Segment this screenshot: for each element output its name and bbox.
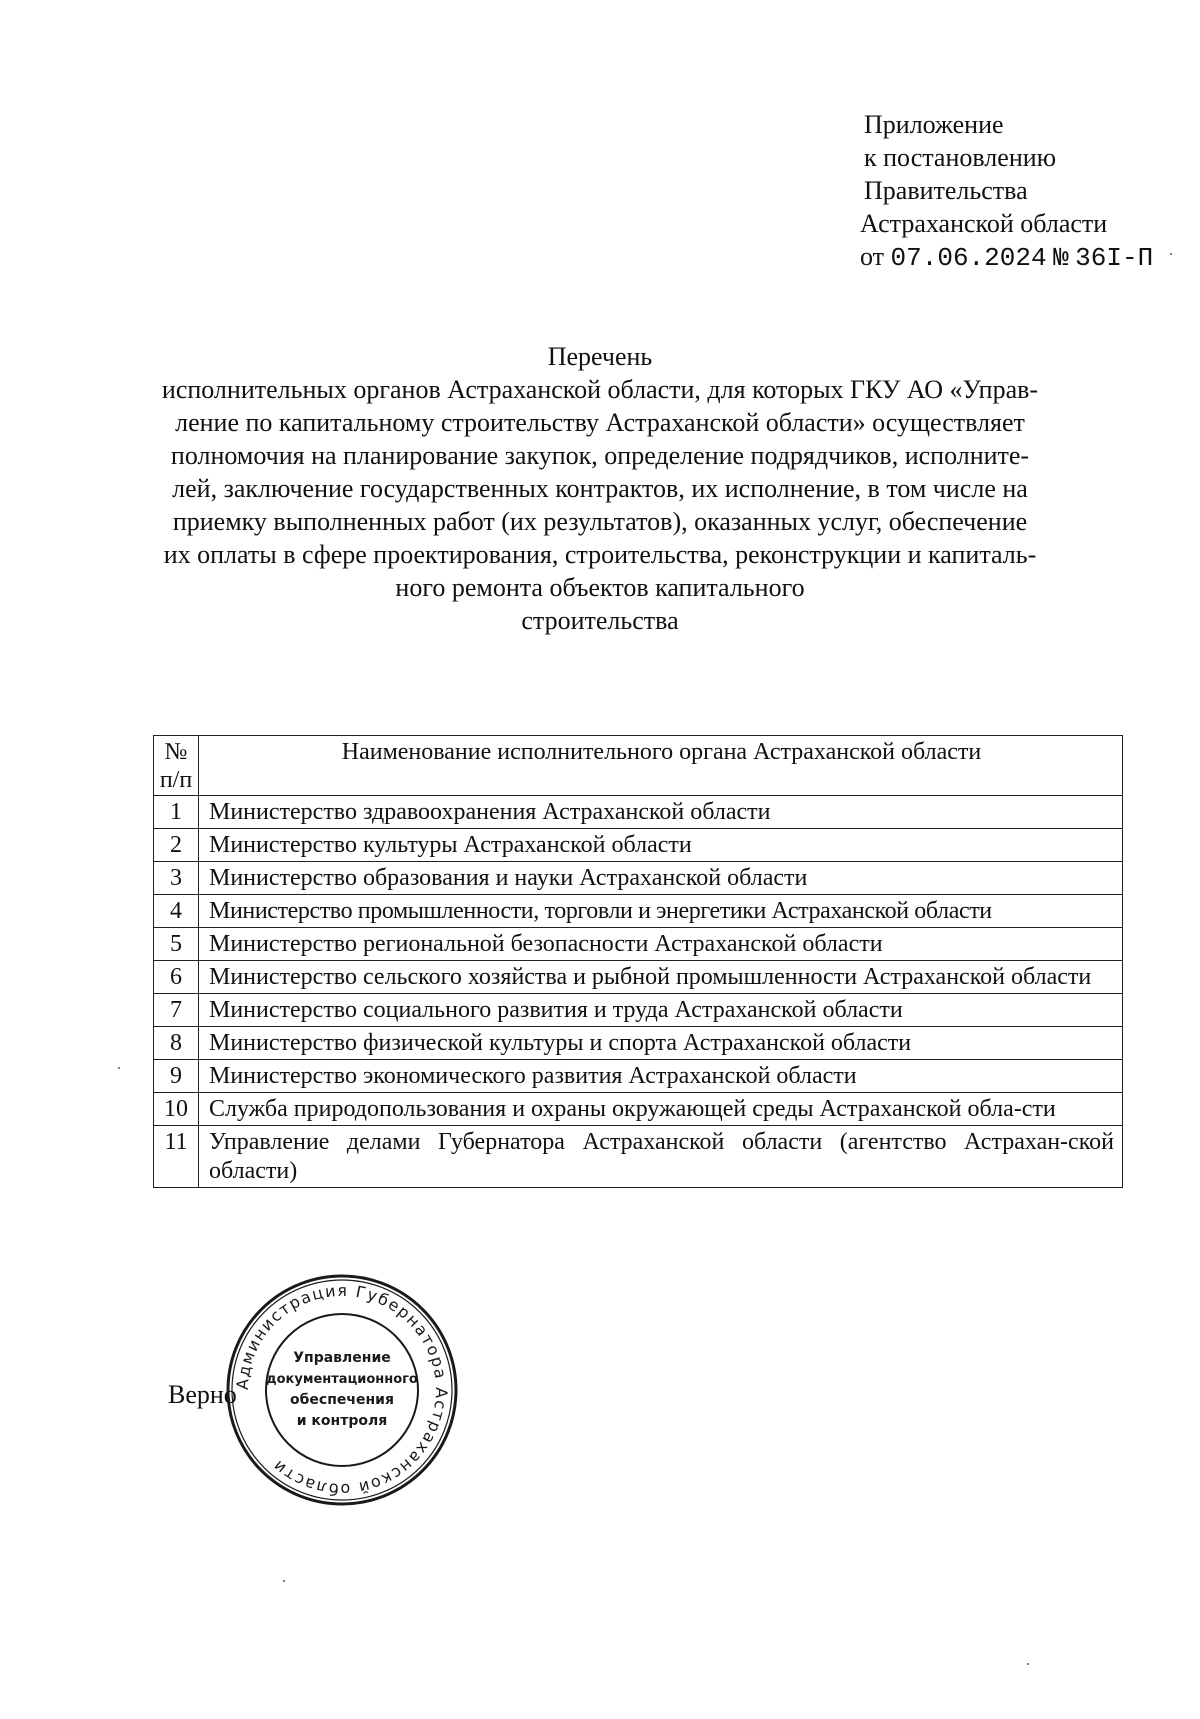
stamp-center-line: Управление [293,1350,391,1366]
row-name: Министерство экономического развития Астраханской области [199,1060,1123,1093]
title-line: исполнительных органов Астраханской области, для которых ГКУ АО «Управ- [161,375,1039,404]
stamp-center-line: документационного [266,1372,418,1387]
appendix-line-2: к постановлению [864,143,1057,172]
row-number: 6 [154,961,199,994]
date-value: 07.06.2024 [890,243,1047,273]
row-number: 2 [154,829,199,862]
num-header-line-1: № [164,739,188,765]
table-row [154,1060,1123,1093]
title-line: ление по капитальному строительству Астраханской области» осуществляет [175,408,1025,437]
official-stamp-icon [222,1270,462,1510]
number-value: 36I-П [1075,243,1154,273]
row-name: Министерство физической культуры и спорта Астраханской области [199,1027,1123,1060]
number-sign: № [1053,243,1069,273]
stamp-ring-text: Администрация Губернатора Астраханской области [232,1280,452,1500]
row-name: Министерство образования и науки Астраханской области [199,862,1123,895]
column-header-number [154,736,199,796]
table-row [154,862,1123,895]
row-name: Министерство сельского хозяйства и рыбной промышленности Астраханской области [199,961,1123,994]
scan-speck [1027,1663,1029,1665]
row-number: 9 [154,1060,199,1093]
num-header-line-2: п/п [159,767,193,793]
organs-table [153,735,1123,1188]
row-number: 11 [154,1126,199,1188]
title-heading: Перечень [547,342,653,371]
table-row [154,796,1123,829]
title-line: строительства [521,606,679,635]
appendix-line-4: Астраханской области [860,209,1108,238]
table-row [154,1027,1123,1060]
row-name: Служба природопользования и охраны окружающей среды Астраханской обла-сти [199,1093,1123,1126]
row-number: 8 [154,1027,199,1060]
table-row [154,928,1123,961]
row-name: Министерство промышленности, торговли и энергетики Астраханской области [199,895,1123,928]
document-title [150,340,1050,637]
title-line: ного ремонта объектов капитального [395,573,805,602]
title-line: их оплаты в сфере проектирования, строительства, реконструкции и капиталь- [163,540,1037,569]
row-number: 3 [154,862,199,895]
scan-speck [118,1067,120,1069]
row-name: Министерство культуры Астраханской области [199,829,1123,862]
row-number: 10 [154,1093,199,1126]
scan-speck [1170,253,1172,255]
appendix-line-3: Правительства [864,176,1028,205]
table-row [154,829,1123,862]
date-prefix: от [860,242,885,271]
appendix-line-1: Приложение [864,110,1004,139]
row-number: 5 [154,928,199,961]
title-line: приемку выполненных работ (их результатов), оказанных услуг, обеспечение [172,507,1028,536]
appendix-date-line [860,240,1153,275]
row-number: 1 [154,796,199,829]
table-row [154,961,1123,994]
stamp-center-line: обеспечения [290,1392,394,1408]
row-name: Министерство здравоохранения Астраханской области [199,796,1123,829]
title-line: лей, заключение государственных контрактов, их исполнение, в том числе на [172,474,1028,503]
row-number: 4 [154,895,199,928]
appendix-block [860,108,1153,275]
row-name: Министерство социального развития и труда Астраханской области [199,994,1123,1027]
title-line: полномочия на планирование закупок, определение подрядчиков, исполните- [170,441,1030,470]
column-header-name: Наименование исполнительного органа Астраханской области [199,736,1123,796]
row-number: 7 [154,994,199,1027]
row-name: Министерство региональной безопасности Астраханской области [199,928,1123,961]
scan-speck [283,1580,285,1582]
stamp-center-line: и контроля [296,1413,388,1429]
table-row [154,1093,1123,1126]
table-header-row [154,736,1123,796]
row-name: Управление делами Губернатора Астраханской области (агентство Астрахан-ской области) [199,1126,1123,1188]
table-row [154,994,1123,1027]
table-row [154,1126,1123,1188]
certification-area [160,1270,460,1530]
table-row [154,895,1123,928]
verno-label: Верно [168,1380,237,1409]
